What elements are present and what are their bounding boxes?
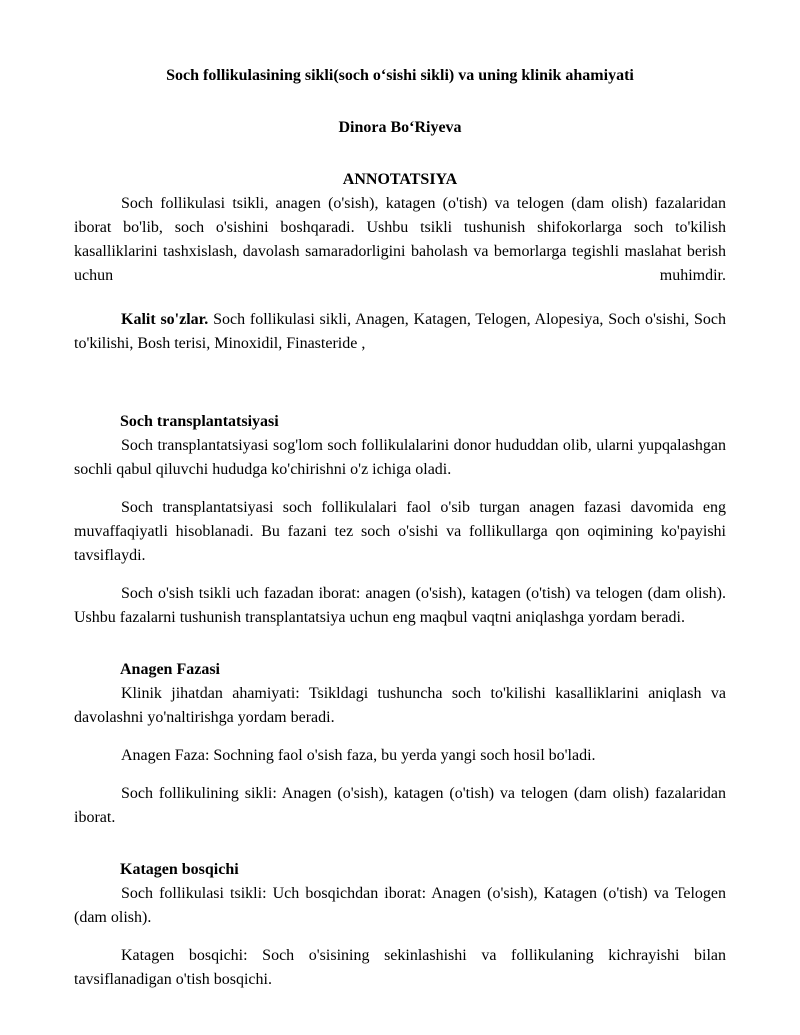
section-heading-anagen: Anagen Fazasi xyxy=(120,661,220,678)
section-heading-transplant: Soch transplantatsiyasi xyxy=(120,413,279,430)
keywords-paragraph xyxy=(74,308,726,356)
annotation-text: Soch follikulasi tsikli, anagen (o'sish), katagen (o'tish) va telogen (dam olish) fazalaridan iborat bo'lib, soch o'sishini boshqaradi. Ushbu tsikli tushunish shifokorlarga soch to'kilish kasalliklarini tashxislash, davolash samaradorligini baholash va bemorlarga tegishli maslahat berish uchun muhimdir. xyxy=(74,195,726,284)
keywords-label: Kalit so'zlar. xyxy=(121,311,209,328)
paper-title: Soch follikulasining sikli(soch o‘sishi sikli) va uning klinik ahamiyati xyxy=(166,67,634,84)
author-name: Dinora Bo‘Riyeva xyxy=(338,119,462,136)
paragraph: Soch transplantatsiyasi soch follikulalari faol o'sib turgan anagen fazasi davomida eng muvaffaqiyatli hisoblanadi. Bu fazani tez soch o'sishi va follikullarga qon oqimining ko'payishi tavsiflaydi. xyxy=(74,499,726,564)
section-heading-katagen: Katagen bosqichi xyxy=(120,861,239,878)
paragraph: Klinik jihatdan ahamiyati: Tsikldagi tushuncha soch to'kilishi kasalliklarini aniqlash va davolashni yo'naltirishga yordam beradi. xyxy=(74,685,726,726)
paragraph: Soch follikulining sikli: Anagen (o'sish), katagen (o'tish) va telogen (dam olish) fazalaridan iborat. xyxy=(74,785,726,826)
annotation-heading: ANNOTATSIYA xyxy=(342,171,458,188)
paragraph: Soch follikulasi tsikli: Uch bosqichdan iborat: Anagen (o'sish), Katagen (o'tish) va Telogen (dam olish). xyxy=(74,885,726,926)
paragraph: Anagen Faza: Sochning faol o'sish faza, bu yerda yangi soch hosil bo'ladi. xyxy=(121,747,596,764)
paragraph: Katagen bosqichi: Soch o'sisining sekinlashishi va follikulaning kichrayishi bilan tavsiflanadigan o'tish bosqichi. xyxy=(74,947,726,988)
paragraph: Soch transplantatsiyasi sog'lom soch follikulalarini donor hududdan olib, ularni yupqalashgan sochli qabul qiluvchi hududga ko'chirishni o'z ichiga oladi. xyxy=(74,437,726,478)
paragraph: Soch o'sish tsikli uch fazadan iborat: anagen (o'sish), katagen (o'tish) va telogen (dam olish). Ushbu fazalarni tushunish transplantatsiya uchun eng maqbul vaqtni aniqlashga yordam beradi. xyxy=(74,585,726,626)
keywords-text: Soch follikulasi sikli, Anagen, Katagen, Telogen, Alopesiya, Soch o'sishi, Soch to'kilishi, Bosh terisi, Minoxidil, Finasteride , xyxy=(74,311,727,352)
